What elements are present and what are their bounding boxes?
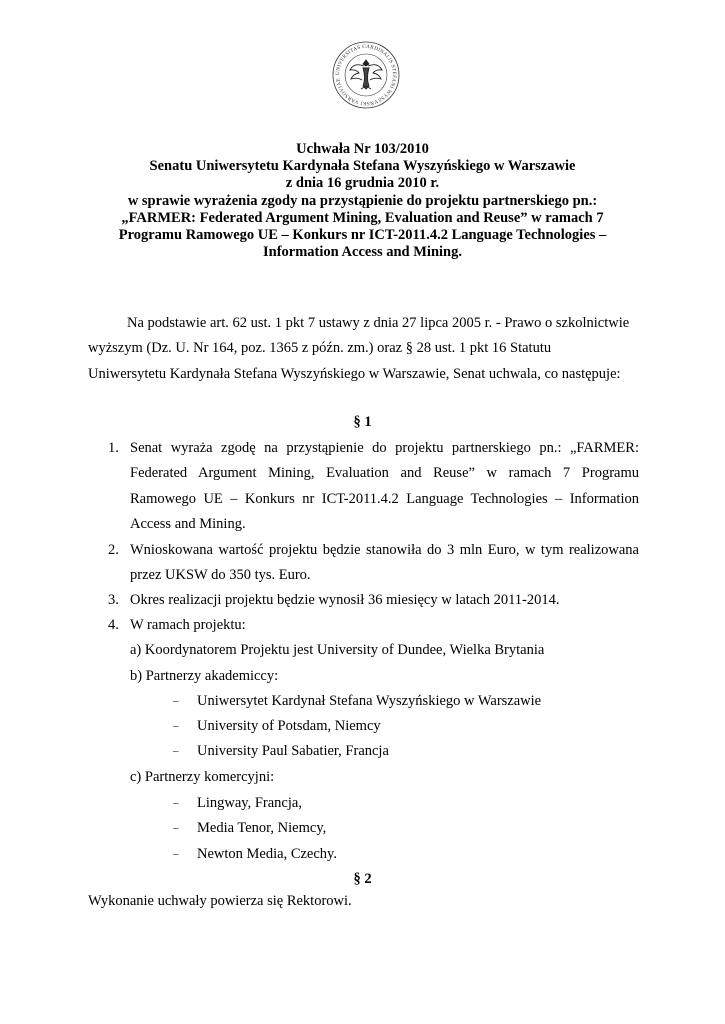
academic-partner-3: University Paul Sabatier, Francja — [197, 743, 389, 759]
dash-bullet-icon: – — [173, 797, 179, 809]
item-3-number: 3. — [108, 592, 119, 608]
section-2-text: Wykonanie uchwały powierza się Rektorowi. — [88, 893, 352, 909]
academic-partner-1: Uniwersytet Kardynał Stefana Wyszyńskiego w Warszawie — [197, 693, 542, 709]
resolution-subject — [60, 193, 665, 261]
item-2-line-2: przez UKSW do 350 tys. Euro. — [130, 567, 311, 583]
commercial-partner-1: Lingway, Francja, — [197, 795, 302, 811]
item-2-number: 2. — [108, 542, 119, 558]
title-line-senate: Senatu Uniwersytetu Kardynała Stefana Wyszyńskiego w Warszawie — [149, 158, 576, 174]
dash-bullet-icon: – — [173, 848, 179, 860]
item-1-number: 1. — [108, 440, 119, 456]
item-2-line-1: Wnioskowana wartość projektu będzie stanowiła do 3 mln Euro, w tym realizowana — [130, 542, 639, 558]
item-4-number: 4. — [108, 617, 119, 633]
item-1-line-2: Federated Argument Mining, Evaluation and Reuse” w ramach 7 Programu — [130, 465, 639, 481]
dash-bullet-icon: – — [173, 822, 179, 834]
dash-bullet-icon: – — [173, 745, 179, 757]
dash-bullet-icon: – — [173, 695, 179, 707]
section-1-heading: § 1 — [353, 414, 372, 430]
preamble-line-2: wyższym (Dz. U. Nr 164, poz. 1365 z późn. zm.) oraz § 28 ust. 1 pkt 16 Statutu — [88, 340, 552, 356]
title-line-number: Uchwała Nr 103/2010 — [296, 141, 429, 157]
item-1-line-4: Access and Mining. — [130, 516, 246, 532]
subject-line-4: Information Access and Mining. — [263, 244, 462, 260]
item-3-line-1: Okres realizacji projektu będzie wynosił 36 miesięcy w latach 2011-2014. — [130, 592, 560, 608]
item-4-sub-a: a) Koordynatorem Projektu jest University of Dundee, Wielka Brytania — [130, 642, 545, 658]
item-4-line-1: W ramach projektu: — [130, 617, 246, 633]
resolution-title — [60, 141, 665, 192]
subject-line-2: „FARMER: Federated Argument Mining, Evaluation and Reuse” w ramach 7 — [121, 210, 604, 226]
item-1-line-1: Senat wyraża zgodę na przystąpienie do projektu partnerskiego pn.: „FARMER: — [130, 440, 639, 456]
university-seal — [331, 40, 401, 110]
academic-partner-2: University of Potsdam, Niemcy — [197, 718, 381, 734]
dash-bullet-icon: – — [173, 720, 179, 732]
title-line-date: z dnia 16 grudnia 2010 r. — [285, 175, 440, 191]
subject-line-1: w sprawie wyrażenia zgody na przystąpienie do projektu partnerskiego pn.: — [127, 193, 598, 209]
item-1-line-3: Ramowego UE – Konkurs nr ICT-2011.4.2 Language Technologies – Information — [130, 491, 639, 507]
commercial-partner-2: Media Tenor, Niemcy, — [197, 820, 327, 836]
section-2-heading: § 2 — [353, 871, 372, 887]
item-4-sub-b: b) Partnerzy akademiccy: — [130, 668, 279, 684]
eagle-emblem-icon — [350, 60, 382, 89]
svg-text:UNIVERSITAS CARDINALIS STEFANI: UNIVERSITAS CARDINALIS STEFANI WYSZYŃSKI VARSOVIAE — [334, 43, 398, 107]
commercial-partner-3: Newton Media, Czechy. — [197, 846, 337, 862]
item-4-sub-c: c) Partnerzy komercyjni: — [130, 769, 275, 785]
preamble-line-1: Na podstawie art. 62 ust. 1 pkt 7 ustawy z dnia 27 lipca 2005 r. - Prawo o szkolnictwie — [127, 315, 630, 331]
subject-line-3: Programu Ramowego UE – Konkurs nr ICT-2011.4.2 Language Technologies – — [118, 227, 607, 243]
preamble-line-3: Uniwersytetu Kardynała Stefana Wyszyńskiego w Warszawie, Senat uchwala, co następuje: — [88, 366, 621, 382]
